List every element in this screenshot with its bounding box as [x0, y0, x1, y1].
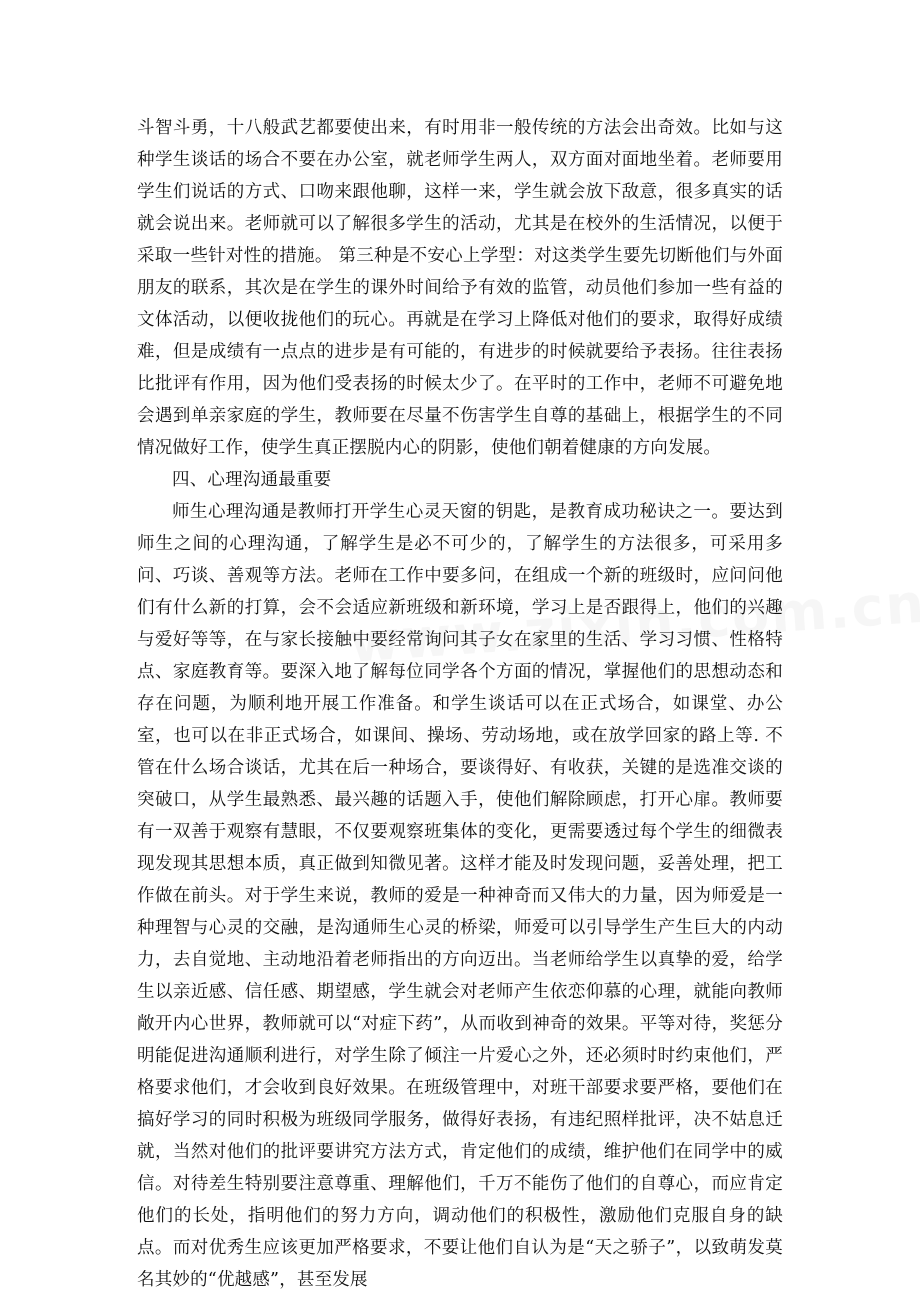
paragraph-psychological-communication: 师生心理沟通是教师打开学生心灵天窗的钥匙，是教育成功秘诀之一。要达到师生之间的心理沟通，了解学生是必不可少的，了解学生的方法很多，可采用多问、巧谈、善观等方法。老师在工作中要多问，在组成一个新的班级时，应问问他们有什么新的打算，会不会适应新班级和新环境，学习上是否跟得上，他们的兴趣与爱好等等，在与家长接触中要经常询问其子女在家里的生活、学习习惯、性格特点、家庭教育等。要深入地了解每位同学各个方面的情况，掌握他们的思想动态和存在问题，为顺利地开展工作准备。和学生谈话可以在正式场合，如课堂、办公室，也可以在非正式场合，如课间、操场、劳动场地，或在放学回家的路上等. 不管在什么场合谈话，尤其在后一种场合，要谈得好、有收获，关键的是选准交谈的突破口，从学生最熟悉、最兴趣的话题入手，使他们解除顾虑，打开心扉。教师要有一双善于观察有慧眼，不仅要观察班集体的变化，更需要透过每个学生的细微表现发现其思想本质，真正做到知微见著。这样才能及时发现问题，妥善处理，把工作做在前头。对于学生来说，教师的爱是一种神奇而又伟大的力量，因为师爱是一种理智与心灵的交融，是沟通师生心灵的桥梁，师爱可以引导学生产生巨大的内动力，去自觉地、主动地沿着老师指出的方向迈出。当老师给学生以真挚的爱，给学生以亲近感、信任感、期望感，学生就会对老师产生依恋仰慕的心理，就能向教师敞开内心世界，教师就可以“对症下药”，从而收到神奇的效果。平等对待，奖惩分明能促进沟通顺利进行，对学生除了倾注一片爱心之外，还必须时时约束他们，严格要求他们，才会收到良好效果。在班级管理中，对班干部要求要严格，要他们在搞好学习的同时积极为班级同学服务，做得好表扬，有违纪照样批评，决不姑息迁就，当然对他们的批评要讲究方法方式，肯定他们的成绩，维护他们在同学中的威信。对待差生特别要注意尊重、理解他们，千万不能伤了他们的自尊心，而应肯定他们的长处，指明他们的努力方向，调动他们的积极性，激励他们克服自身的缺点。而对优秀生应该更加严格要求，不要让他们自认为是“天之骄子”，以致萌发莫名其妙的“优越感”，甚至发展 — [137, 502, 783, 1290]
document-body — [137, 112, 783, 1296]
paragraph-continuation: 斗智斗勇，十八般武艺都要使出来，有时用非一般传统的方法会出奇效。比如与这种学生谈话的场合不要在办公室，就老师学生两人，双方面对面地坐着。老师要用学生们说话的方式、口吻来跟他聊，这样一来，学生就会放下敌意，很多真实的话就会说出来。老师就可以了解很多学生的活动，尤其是在校外的生活情况，以便于采取一些针对性的措施。 第三种是不安心上学型：对这类学生要先切断他们与外面朋友的联系，其次是在学生的课外时间给予有效的监管，动员他们参加一些有益的文体活动，以便收拢他们的玩心。再就是在学习上降低对他们的要求，取得好成绩难，但是成绩有一点点的进步是有可能的，有进步的时候就要给予表扬。往往表扬比批评有作用，因为他们受表扬的时候太少了。在平时的工作中，老师不可避免地会遇到单亲家庭的学生，教师要在尽量不伤害学生自尊的基础上，根据学生的不同情况做好工作，使学生真正摆脱内心的阴影，使他们朝着健康的方向发展。 — [137, 118, 783, 458]
section-heading: 四、心理沟通最重要 — [172, 470, 332, 490]
